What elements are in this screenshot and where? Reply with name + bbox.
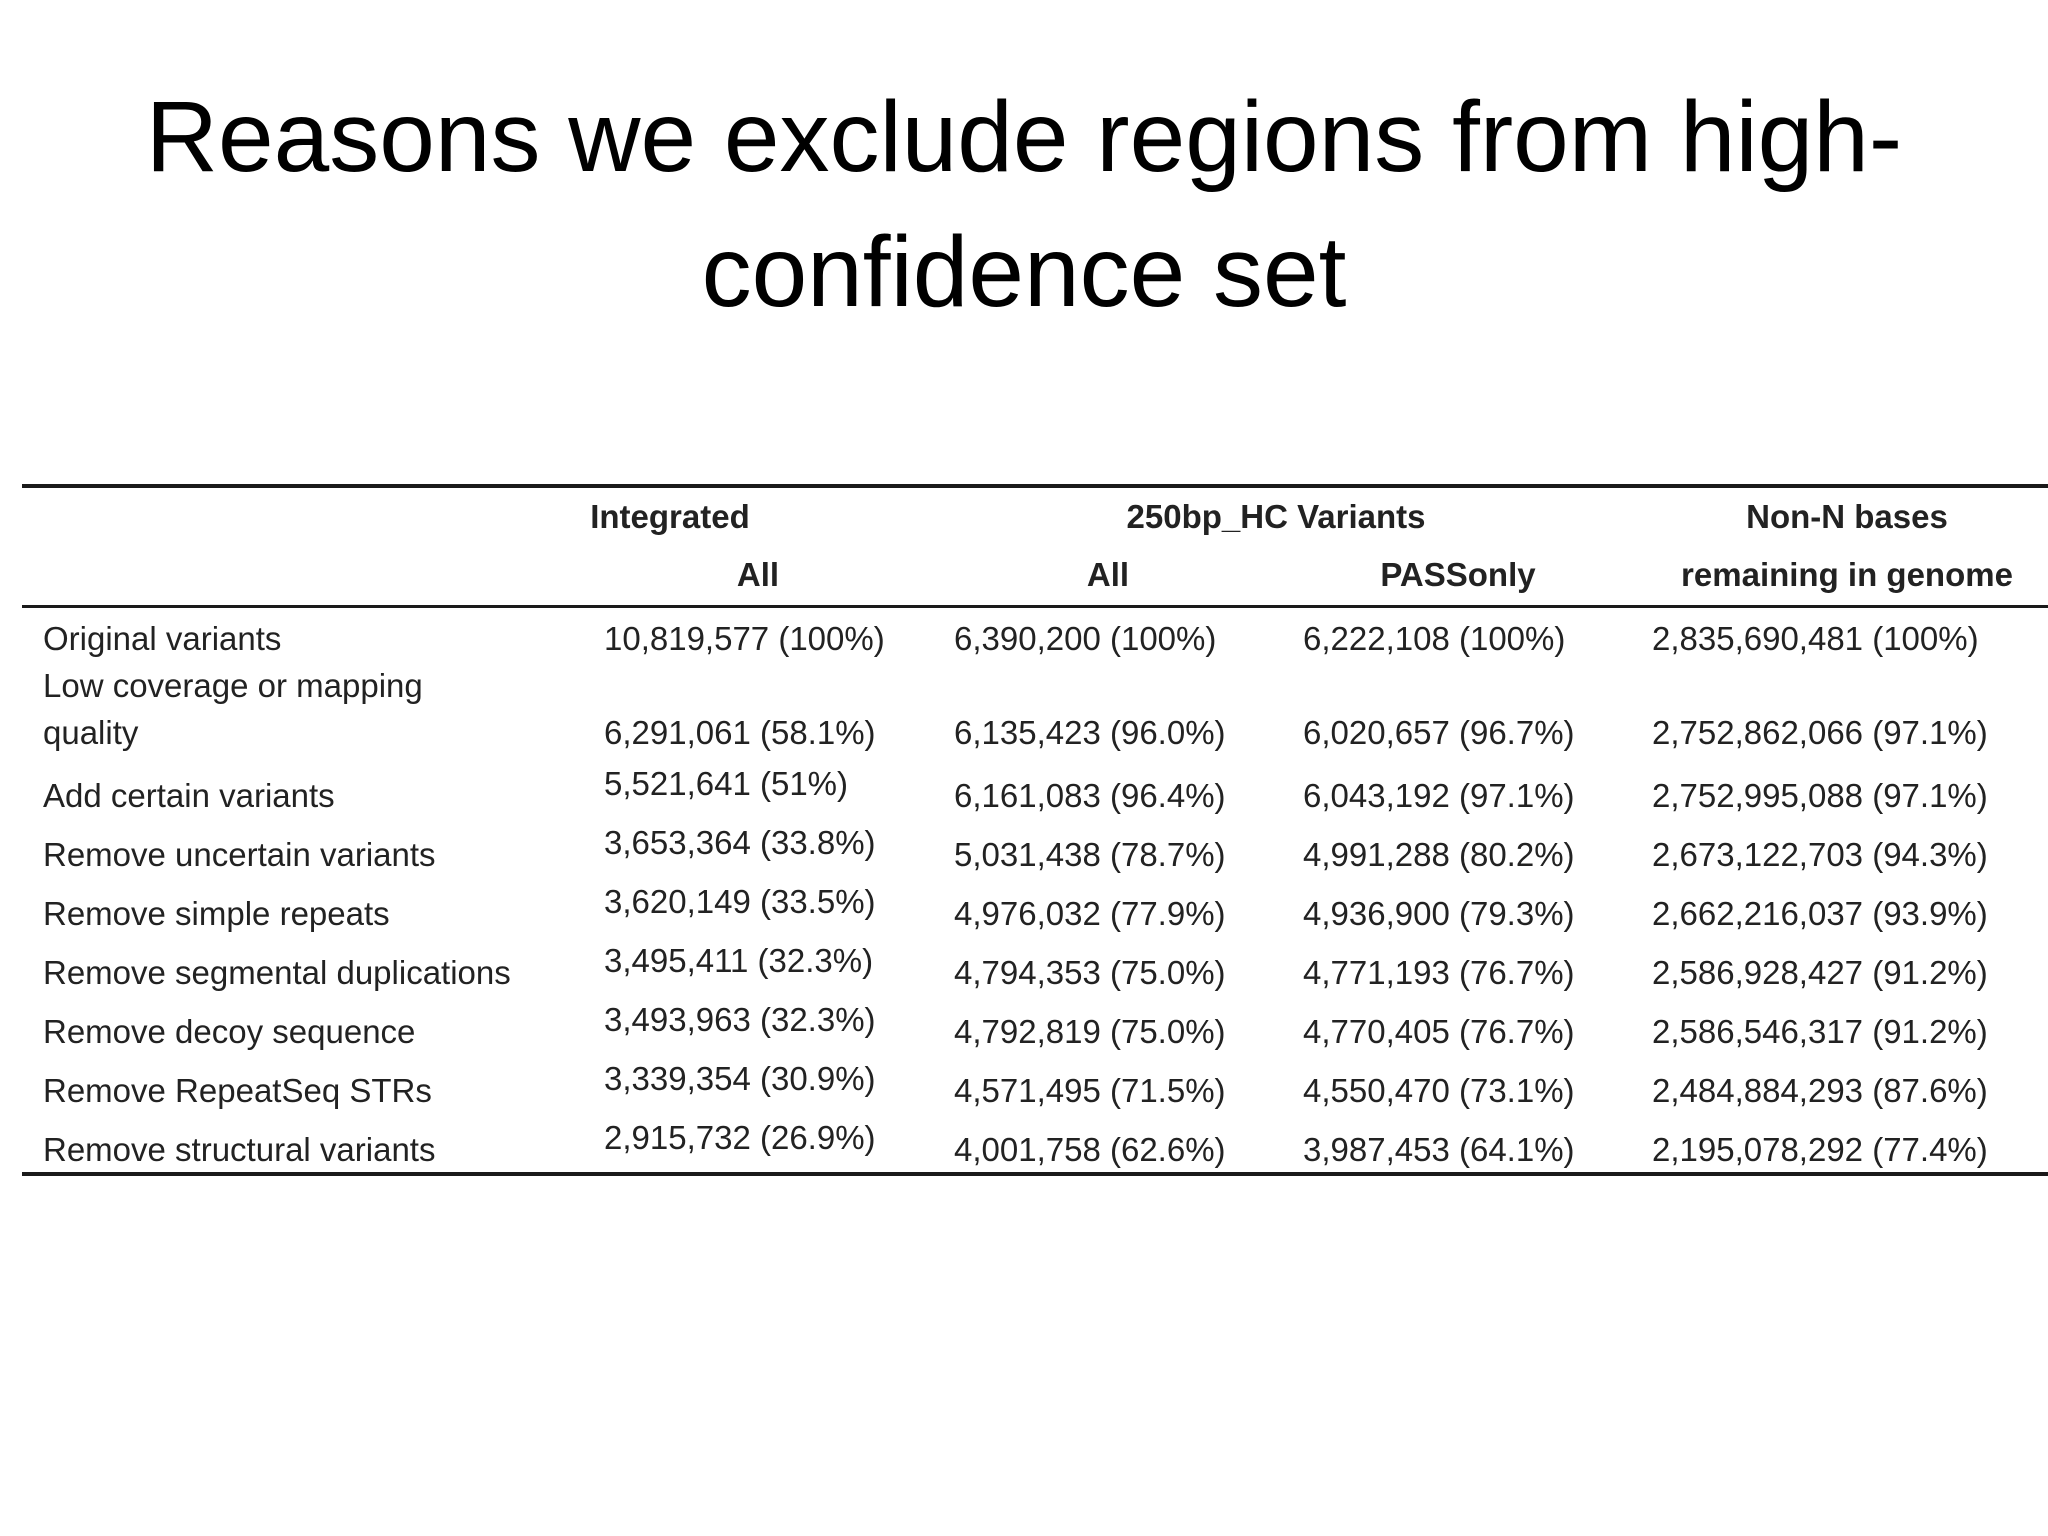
cell-hc-all: 4,794,353 (75.0%) — [954, 954, 1226, 991]
slide-title — [0, 70, 2048, 340]
row-label: Remove RepeatSeq STRs — [43, 1072, 432, 1109]
cell-hc-all: 6,161,083 (96.4%) — [954, 777, 1226, 814]
cell-hc-pass: 4,770,405 (76.7%) — [1303, 1013, 1575, 1050]
cell-hc-pass: 4,550,470 (73.1%) — [1303, 1072, 1575, 1109]
cell-hc-pass: 6,020,657 (96.7%) — [1303, 714, 1575, 751]
cell-hc-all: 4,976,032 (77.9%) — [954, 895, 1226, 932]
header-integrated: Integrated — [590, 498, 750, 535]
cell-hc-all: 6,390,200 (100%) — [954, 620, 1217, 657]
subheader-integrated-all: All — [736, 556, 780, 593]
slide-title-line-1: Reasons we exclude regions from high- — [145, 81, 1903, 193]
header-non-n-bases: Non-N bases — [1746, 498, 1948, 535]
subheader-hc-all: All — [1086, 556, 1130, 593]
cell-integrated-all: 6,291,061 (58.1%) — [604, 714, 876, 751]
cell-non-n: 2,752,862,066 (97.1%) — [1652, 714, 1988, 751]
cell-hc-all: 4,001,758 (62.6%) — [954, 1131, 1226, 1168]
cell-hc-pass: 3,987,453 (64.1%) — [1303, 1131, 1575, 1168]
row-label: Remove segmental duplications — [43, 954, 511, 991]
row-label: Remove simple repeats — [43, 895, 390, 932]
cell-integrated-all: 3,620,149 (33.5%) — [604, 883, 876, 920]
cell-integrated-all: 2,915,732 (26.9%) — [604, 1119, 876, 1156]
subheader-hc-passonly: PASSonly — [1380, 556, 1536, 593]
row-label: Remove structural variants — [43, 1131, 436, 1168]
table-bottom-rule — [22, 1172, 2048, 1176]
cell-non-n: 2,586,928,427 (91.2%) — [1652, 954, 1988, 991]
row-label: Original variants — [43, 620, 282, 657]
cell-non-n: 2,195,078,292 (77.4%) — [1652, 1131, 1988, 1168]
cell-integrated-all: 5,521,641 (51%) — [604, 765, 849, 802]
cell-non-n: 2,673,122,703 (94.3%) — [1652, 836, 1988, 873]
cell-hc-all: 6,135,423 (96.0%) — [954, 714, 1226, 751]
cell-hc-pass: 4,991,288 (80.2%) — [1303, 836, 1575, 873]
cell-hc-pass: 6,043,192 (97.1%) — [1303, 777, 1575, 814]
cell-hc-pass: 4,936,900 (79.3%) — [1303, 895, 1575, 932]
cell-integrated-all: 3,339,354 (30.9%) — [604, 1060, 876, 1097]
row-label-continued: quality — [43, 714, 139, 751]
row-label: Low coverage or mapping — [43, 667, 423, 704]
cell-non-n: 2,484,884,293 (87.6%) — [1652, 1072, 1988, 1109]
cell-integrated-all: 3,653,364 (33.8%) — [604, 824, 876, 861]
slide-title-line-2: confidence set — [701, 216, 1347, 328]
row-label: Add certain variants — [43, 777, 335, 814]
cell-integrated-all: 3,495,411 (32.3%) — [604, 942, 874, 979]
cell-hc-all: 4,571,495 (71.5%) — [954, 1072, 1226, 1109]
cell-integrated-all: 3,493,963 (32.3%) — [604, 1001, 876, 1038]
cell-hc-pass: 4,771,193 (76.7%) — [1303, 954, 1575, 991]
cell-non-n: 2,662,216,037 (93.9%) — [1652, 895, 1988, 932]
cell-non-n: 2,752,995,088 (97.1%) — [1652, 777, 1988, 814]
cell-hc-pass: 6,222,108 (100%) — [1303, 620, 1566, 657]
cell-hc-all: 4,792,819 (75.0%) — [954, 1013, 1226, 1050]
cell-non-n: 2,835,690,481 (100%) — [1652, 620, 1979, 657]
header-250bp-hc-variants: 250bp_HC Variants — [1126, 498, 1426, 535]
cell-non-n: 2,586,546,317 (91.2%) — [1652, 1013, 1988, 1050]
table-top-rule — [22, 484, 2048, 488]
cell-integrated-all: 10,819,577 (100%) — [604, 620, 885, 657]
row-label: Remove uncertain variants — [43, 836, 436, 873]
subheader-non-n-remaining: remaining in genome — [1681, 556, 2013, 593]
cell-hc-all: 5,031,438 (78.7%) — [954, 836, 1226, 873]
table-header-rule — [22, 605, 2048, 608]
row-label: Remove decoy sequence — [43, 1013, 416, 1050]
